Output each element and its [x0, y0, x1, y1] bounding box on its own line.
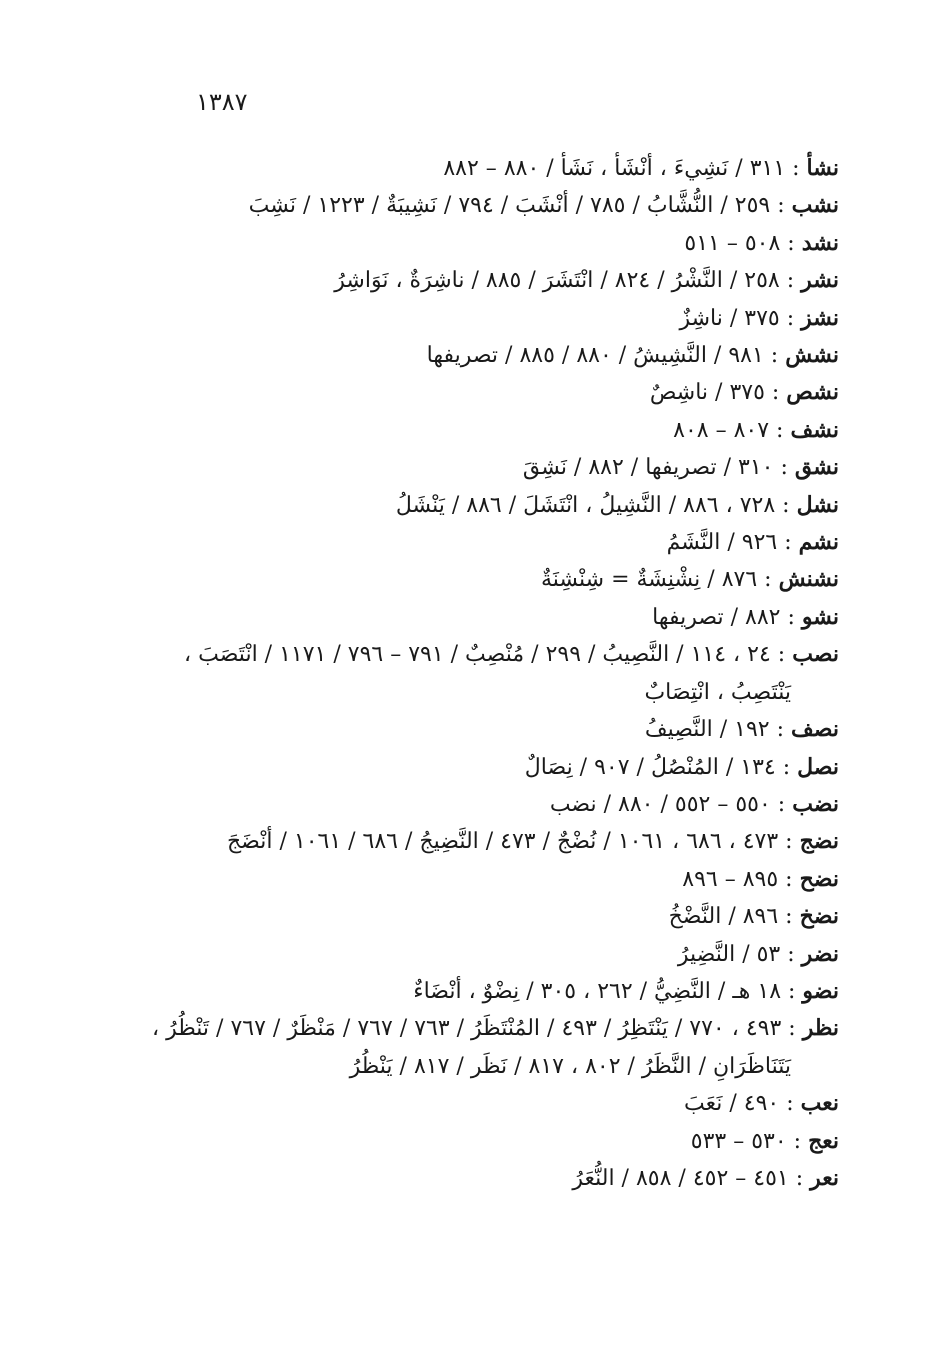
- entry-root: نصل: [797, 753, 839, 780]
- entry-separator: :: [763, 343, 786, 369]
- entry-references: ٣١٠ / تصريفها / ٨٨٢ / نَشِقَ: [522, 455, 774, 481]
- entry-references: ٨٩٥ – ٨٩٦: [682, 866, 779, 892]
- entry-root: نضو: [802, 977, 839, 1004]
- entry-root: نشف: [790, 416, 839, 443]
- entry-separator: :: [780, 230, 802, 256]
- index-entry: [159, 487, 839, 524]
- entry-references: ٤٩٠ / نَعَبَ: [684, 1091, 780, 1117]
- entry-references: ٨٨٢ / تصريفها: [652, 604, 781, 630]
- entry-separator: :: [788, 1165, 811, 1191]
- entry-references: ٨٧٦ / نِشْنِشَةٌ = شِنْشِنَةٌ: [540, 567, 758, 593]
- entry-separator: :: [770, 791, 793, 817]
- index-entry: [159, 599, 839, 636]
- entry-root: نشم: [798, 529, 839, 556]
- entry-references: ٤٧٣ ، ٦٨٦ ، ١٠٦١ / نُضْجٌ / ٤٧٣ / النَّضِيجُ / ٦٨٦ / ١٠٦١ / أنْضَجَ: [226, 829, 779, 855]
- entry-references: ٤٩٣ ، ٧٧٠ / يَنْتَظِرُ / ٤٩٣ / المُنْتَظَرُ / ٧٦٣ / ٧٦٧ / مَنْظَرٌ / ٧٦٧ / تَنْظُرُ ،: [152, 1016, 782, 1042]
- entry-root: نشر: [801, 267, 839, 294]
- index-entry: [159, 150, 839, 187]
- index-entry: [159, 936, 839, 973]
- index-entry: [159, 711, 839, 748]
- index-entry: [159, 636, 839, 673]
- entry-references: ٨٠٧ – ٨٠٨: [673, 417, 770, 443]
- entry-root: نعب: [800, 1090, 839, 1117]
- entry-root: نصب: [792, 641, 839, 668]
- entry-root: نشو: [801, 603, 839, 630]
- index-entry: [159, 823, 839, 860]
- entry-references: ٢٤ ، ١١٤ / النَّصِيبُ / ٢٩٩ / مُنْصِبٌ / ٧٩١ – ٧٩٦ / ١١٧١ / انْتَصَبَ ،: [184, 642, 771, 668]
- index-entry: [159, 1085, 839, 1122]
- entry-root: نشز: [801, 304, 839, 331]
- entry-separator: :: [779, 1091, 801, 1117]
- entry-separator: :: [780, 604, 802, 630]
- index-entry: [159, 524, 839, 561]
- entry-references: ٣١١ / نَشِيءَ ، أنْشَأ ، نَشَأ / ٨٨٠ – ٨٨٢: [443, 156, 786, 181]
- entry-root: نضب: [792, 790, 839, 817]
- entry-separator: :: [773, 455, 795, 481]
- entry-references: ٨٩٦ / النَّضْخُ: [668, 904, 779, 930]
- index-entry: [159, 225, 839, 262]
- entry-separator: :: [781, 1016, 803, 1042]
- entry-references: ٥٠٨ – ٥١١: [684, 230, 781, 256]
- entry-separator: :: [757, 567, 779, 593]
- index-entry: [159, 973, 839, 1010]
- entry-separator: :: [764, 380, 787, 406]
- entry-separator: :: [775, 492, 797, 518]
- index-entry: [159, 374, 839, 411]
- entry-root: نشص: [786, 379, 839, 406]
- entry-separator: :: [785, 156, 807, 181]
- entry-root: نعج: [808, 1127, 839, 1154]
- entry-separator: :: [780, 941, 802, 967]
- entry-references: ٢٥٨ / النَّشْرُ / ٨٢٤ / انْتَشَرَ / ٨٨٥ / ناشِرَةٌ ، نَوَاشِرُ: [334, 268, 780, 294]
- entry-root: نشش: [785, 342, 839, 369]
- entry-references: ٥٣ / النَّضِيرُ: [677, 941, 781, 967]
- entry-root: نشد: [801, 229, 839, 256]
- entry-references: ٧٢٨ ، ٨٨٦ / النَّشِيلُ ، انْتَشَلَ / ٨٨٦ / يَنْشَلُ: [395, 492, 776, 518]
- entry-root: نظر: [802, 1015, 839, 1042]
- entry-separator: :: [778, 829, 800, 855]
- entry-separator: :: [778, 904, 800, 930]
- entry-root: نصف: [791, 716, 839, 743]
- entry-references: ١٨ هـ / النَّضِيُّ / ٢٦٢ ، ٣٠٥ / نِضْوٌ ، أنْضَاءٌ: [413, 978, 782, 1004]
- entry-separator: :: [770, 642, 793, 668]
- entry-separator: :: [778, 866, 800, 892]
- entry-separator: :: [779, 268, 802, 294]
- index-entry: [159, 337, 839, 374]
- entry-references: ٩٨١ / النَّشِيشُ / ٨٨٠ / ٨٨٥ / تصريفها: [426, 343, 764, 369]
- index-entry: [152, 1010, 839, 1047]
- entry-continuation: يَتَنَاظَرَانِ / النَّظَرُ / ٨٠٢ ، ٨١٧ / نَظَر / ٨١٧ / يَنْظُرُ: [349, 1053, 791, 1079]
- index-entry: [159, 861, 839, 898]
- entry-root: نضر: [801, 940, 839, 967]
- entry-separator: :: [779, 305, 802, 331]
- index-entry: [159, 1160, 839, 1197]
- entry-references: ٢٥٩ / النُّشَّابُ / ٧٨٥ / أنْشَبَ / ٧٩٤ / نَشِيبَةٌ / ١٢٢٣ / نَشِبَ: [248, 193, 771, 219]
- index-entry: [159, 187, 839, 224]
- index-entry: [159, 262, 839, 299]
- entry-references: ٣٧٥ / ناشِصٌ: [649, 380, 765, 406]
- index-entry: [159, 449, 839, 486]
- entry-references: ١٣٤ / المُنْصُلُ / ٩٠٧ / نِصَالٌ: [524, 754, 776, 780]
- index-entry: [159, 898, 839, 935]
- entry-references: ٣٧٥ / ناشِزٌ: [679, 305, 780, 331]
- entry-root: نشنش: [778, 566, 839, 593]
- index-entry: [159, 749, 839, 786]
- entry-separator: :: [777, 530, 799, 556]
- page-number: ١٣٨٧: [196, 88, 248, 116]
- entry-separator: :: [769, 417, 791, 443]
- index-entry: [159, 1123, 839, 1160]
- entry-separator: :: [775, 754, 798, 780]
- entry-separator: :: [786, 1128, 809, 1154]
- index-entry: [159, 412, 839, 449]
- entry-root: نضخ: [799, 903, 839, 930]
- entry-separator: :: [781, 978, 803, 1004]
- entry-separator: :: [770, 193, 792, 219]
- entry-references: ٩٢٦ / النَّشَمُ: [666, 530, 778, 556]
- entry-references: ٥٥٠ – ٥٥٢ / ٨٨٠ / نضب: [549, 791, 771, 817]
- index-entry: [159, 561, 839, 598]
- entry-separator: :: [769, 717, 792, 743]
- entry-references: ٤٥١ – ٤٥٢ / ٨٥٨ / النُّعَرُ: [572, 1165, 789, 1191]
- entry-root: نشل: [796, 491, 839, 518]
- entry-root: نضج: [799, 828, 839, 855]
- entry-root: نشق: [794, 454, 839, 481]
- entry-root: نضح: [799, 865, 839, 892]
- index-entry: [159, 786, 839, 823]
- index-entry: [159, 300, 839, 337]
- entry-root: نعر: [810, 1164, 839, 1191]
- entry-root: نشب: [791, 192, 839, 219]
- entry-references: ٥٣٠ – ٥٣٣: [690, 1128, 787, 1154]
- entry-references: ١٩٢ / النَّصِيفُ: [644, 717, 770, 743]
- entry-continuation: يَنْتَصِبُ ، انْتِصَابٌ: [644, 679, 791, 705]
- entry-root: نشأ: [806, 155, 839, 181]
- index-entries: [152, 150, 839, 1197]
